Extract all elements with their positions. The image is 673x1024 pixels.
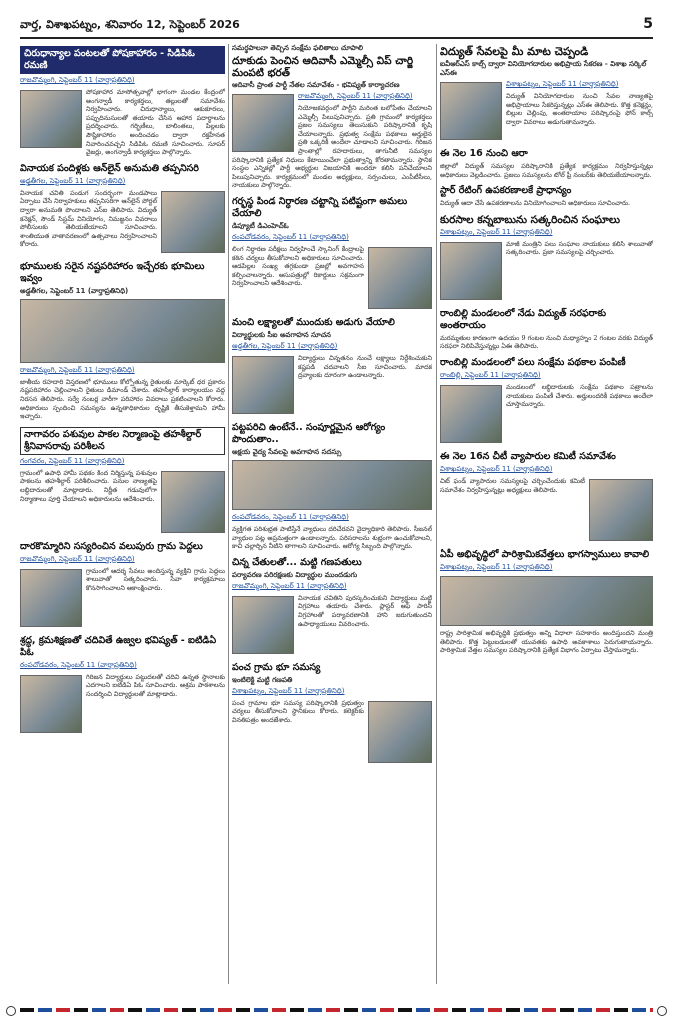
story-headline: దూకుడు పెంచిన ఆదివాసీ ఎమ్మెల్సీ విప్ చార్జి మంపటి భరత్: [232, 55, 414, 79]
story-subhead: అక్షయ వైద్య సేవలపై అవగాహన సదస్సు: [232, 447, 342, 456]
page-number: 5: [643, 16, 653, 32]
story-dateline: రాజవొమ్మంగి, సెప్టెంబర్ 11 (వార్తాప్రతినిధి): [20, 365, 135, 374]
story-headline: భూములకు సరైన నష్టపరిహారం ఇచ్చేరకు భూమిలు ఇవ్వం: [20, 260, 205, 284]
masthead: [20, 16, 653, 36]
story-body: చిట్ ఫండ్ వ్యాపారుల సమస్యలపై చర్చించేందుకు కమిటీ సమావేశం నిర్వహిస్తున్నట్లు అధ్యక్షులు తెలిపారు.: [440, 476, 585, 494]
news-story: [20, 46, 225, 157]
story-body: మరమ్మతుల కారణంగా ఉదయం 9 గంటల నుంచి మధ్యాహ్నం 2 గంటల వరకు విద్యుత్ సరఫరా నిలిపివేస్తున్నట్లు ఏఈ తెలిపారు.: [440, 333, 653, 351]
story-body: గ్రామంలో ఆదర్శ సేవలు అందిస్తున్న వ్యక్తిని గ్రామ పెద్దలు శాలువాతో సత్కరించారు. సేవా కార్యక్రమాలు కొనసాగించాలని ఆకాంక్షించారు.: [86, 566, 225, 592]
news-story: [20, 635, 225, 699]
column-divider: [436, 44, 437, 984]
story-headline: దారకొమ్మారిని సస్యరించిన వలుపురు గ్రామ పెద్దలు: [20, 540, 203, 552]
story-headline: నాగావరం పశువుల పాకల నిర్మాణంపై తహశీల్దార్ శ్రీనివాసరావు పరిశీలన: [20, 427, 225, 455]
news-story: [440, 549, 653, 655]
story-headline: చిరుధాన్యాల పంటలతో పోషకాహారం - సిడిపిఓ రమణి: [20, 46, 225, 74]
story-dateline: విశాఖపట్నం, సెప్టెంబర్ 11 (వార్తాప్రతినిధి): [506, 80, 619, 88]
story-body: విద్యార్థులు చిన్నతనం నుంచే లక్ష్యాలు నిర్దేశించుకుని కష్టపడి చదవాలని సీఐ సూచించారు. మాదక ద్రవ్యాలకు దూరంగా ఉండాలన్నారు.: [298, 353, 432, 380]
story-dateline: విశాఖపట్నం, సెప్టెంబర్ 11 (వార్తాప్రతినిధి): [232, 686, 345, 695]
story-body: వ్యక్తిగత పరిశుభ్రత పాటిస్తేనే వ్యాధులు దరిచేరవని వైద్యాధికారి తెలిపారు. సీజనల్ వ్యాధుల పట్ల అప్రమత్తంగా ఉండాలన్నారు. పరిసరాలను శుభ్రంగా ఉంచుకోవాలని, కాచి చల్లార్చిన నీటిని తాగాలని సూచించారు. ఆరోగ్య సిబ్బంది పాల్గొన్నారు.: [232, 524, 432, 551]
story-subhead: పర్యావరణ పరిరక్షణకు విద్యార్థుల ముందడుగు: [232, 570, 358, 579]
story-photo: [232, 356, 294, 414]
news-story: [440, 185, 653, 208]
story-subhead: ఇంటిలెక్టి మట్టి గణపతి: [232, 675, 293, 684]
story-dateline: విశాఖపట్నం, సెప్టెంబర్ 11 (వార్తాప్రతినిధి): [440, 562, 553, 571]
news-story: [232, 196, 432, 311]
story-headline: పట్టపరిచి ఉంటేనే.. సంపూర్ణమైన ఆరోగ్యం పొందుతాం..: [232, 421, 386, 445]
news-story: [232, 422, 432, 551]
story-body: లింగ నిర్ధారణ పరీక్షలు నిర్వహించే స్కానింగ్ కేంద్రాలపై కఠిన చర్యలు తీసుకోవాలని అధికారులు సూచించారు. ఆడపిల్లల సంఖ్య తగ్గకుండా ప్రజల్లో అవగాహన కల్పించాలన్నారు. ఆసుపత్రుల్లో రికార్డులు సక్రమంగా నిర్వహించాలని ఆదేశించారు.: [232, 244, 364, 288]
story-dateline: గంగవరం, సెప్టెంబర్ 11 (వార్తాప్రతినిధి): [20, 456, 125, 465]
color-bar: [20, 1008, 653, 1012]
news-story: [440, 357, 653, 445]
news-story: [20, 261, 225, 421]
story-body: విద్యుత్ ఆదా చేసే ఉపకరణాలను వినియోగించాలని అధికారులు సూచించారు.: [440, 199, 631, 208]
story-photo: [20, 90, 82, 148]
story-body: వినాయక చవితి పండుగ సందర్భంగా మండపాలు ఏర్పాటు చేసే నిర్వాహకులు తప్పనిసరిగా ఆన్‌లైన్ పోర్టల్ ద్వారా అనుమతి పొందాలని ఎస్ఐ తెలిపారు. విద్యుత్ కనెక్షన్, సౌండ్ సిస్టమ్ వినియోగం, నిమజ్జనం వివరాలు పోలీసులకు తెలియజేయాలని సూచించారు. శాంతియుత వాతావరణంలో ఉత్సవాలు నిర్వహించాలని కోరారు.: [20, 188, 157, 249]
story-photo: [161, 471, 225, 533]
news-story: [232, 662, 432, 725]
story-photo: [232, 460, 432, 510]
story-dateline: రాజవొమ్మంగి, సెప్టెంబర్ 11 (వార్తాప్రతినిధి): [232, 581, 347, 590]
print-registration-strip: [0, 1000, 673, 1018]
story-dateline: విశాఖపట్నం, సెప్టెంబర్ 11 (వార్తాప్రతినిధి): [440, 227, 553, 236]
story-headline: పంచ గ్రామ భూ సమస్య: [232, 661, 321, 673]
story-photo: [20, 569, 82, 627]
story-photo: [20, 675, 82, 733]
story-subhead: డిప్యూటీ డిఎంహెచ్ఓ: [232, 221, 289, 230]
news-story: [440, 214, 653, 302]
story-dateline: రాజవొమ్మంగి, సెప్టెంబర్ 11 (వార్తాప్రతినిధి): [20, 554, 135, 563]
story-headline: ఈ నెల 16న చీటీ వ్యాపారుల కమిటీ సమావేశం: [440, 450, 616, 462]
story-dateline: రాంబిల్లి, సెప్టెంబర్ 11 (వార్తాప్రతినిధి): [440, 370, 541, 379]
column-right: [440, 44, 653, 984]
story-photo: [589, 479, 653, 541]
story-body: గిరిజన విద్యార్థులు పట్టుదలతో చదివి ఉన్నత స్థానాలకు ఎదగాలని ఐటిడిఏ పిఓ సూచించారు. ఆశ్రమ పాఠశాలను సందర్శించి విద్యార్థులతో మాట్లాడారు.: [86, 672, 225, 698]
header-rule: [20, 37, 653, 39]
news-story: [440, 308, 653, 351]
story-headline: వినాయక పందిళ్లకు ఆన్‌లైన్ అనుమతి తప్పనిసరి: [20, 162, 199, 174]
story-body: నియోజకవర్గంలో పార్టీని మరింత బలోపేతం చేయాలని ఎమ్మెల్సీ పిలుపునిచ్చారు. ప్రతి గ్రామంలో కార్యకర్తలు ప్రజల సమస్యలు తెలుసుకుని పరిష్కారానికి కృషి చేయాలన్నారు. ప్రభుత్వ సంక్షేమ పథకాలు అర్హులైన ప్రతి ఒక్కరికీ అందేలా చూడాలని సూచించారు. గిరిజన ప్రాంతాల్లో రహదారులు, తాగునీటి సమస్యల పరిష్కారానికి ప్రత్యేక నిధులు కేటాయించేలా ప్రభుత్వాన్ని కోరతామన్నారు. స్థానిక సంస్థల ఎన్నికల్లో పార్టీ అభ్యర్థుల విజయానికి అందరూ కలిసి పనిచేయాలని పిలుపునిచ్చారు. కార్యక్రమంలో మండల అధ్యక్షులు, సర్పంచులు, ఎంపీటీసీలు, నాయకులు పాల్గొన్నారు.: [232, 104, 432, 190]
news-story: [232, 557, 432, 656]
news-story: [20, 541, 225, 629]
news-story: [232, 317, 432, 416]
story-headline: శ్రద్ధ, క్రమశిక్షణతో చదివితే ఉజ్వల భవిష్యత్ - ఐటిడిఏ పిఓ: [20, 634, 217, 658]
story-body: రాష్ట్ర పారిశ్రామిక అభివృద్ధికి ప్రభుత్వం అన్ని విధాలా సహకారం అందిస్తుందని మంత్రి తెలిపారు. కొత్త పెట్టుబడులతో యువతకు ఉపాధి అవకాశాలు పెరుగుతాయన్నారు. పారిశ్రామిక వేత్తల సమస్యల పరిష్కారానికి ప్రత్యేక విభాగం ఏర్పాటు చేస్తామన్నారు.: [440, 628, 653, 655]
issue-dateline: వార్త, విశాఖపట్నం, శనివారం 12, సెప్టెంబర్ 2026: [20, 18, 240, 31]
story-subhead: ఐవీఆర్ఎస్ కాల్స్ ద్వారా వినియోగదారుల అభిప్రాయ సేకరణ - విశాఖ సర్కిల్ ఎస్ఈ: [440, 60, 647, 77]
story-photo: [440, 576, 653, 626]
story-body: పంచ గ్రామాల భూ సమస్య పరిష్కారానికి ప్రభుత్వం చర్యలు తీసుకోవాలని స్థానికులు కోరారు. కలెక్టర్‌కు వినతిపత్రం అందజేశారు.: [232, 698, 364, 724]
news-story: [440, 451, 653, 543]
story-headline: కురసాల కన్నబాబును సత్కరించిన సంఘాలు: [440, 213, 620, 226]
story-headline: స్టార్ రేటింగ్ ఉపకరణాలకే ప్రాధాన్యం: [440, 185, 572, 197]
story-headline: రాంబిల్లి మండలంలో పలు సంక్షేమ పథకాల పంపిణీ: [440, 356, 626, 368]
registration-mark: [657, 1006, 667, 1016]
story-body: విద్యుత్ వినియోగదారుల నుంచి సేవల నాణ్యతపై అభిప్రాయాలు సేకరిస్తున్నట్లు ఎస్ఈ తెలిపారు. కొత్త కనెక్షన్లు, బిల్లుల చెల్లింపు, అంతరాయాల పరిష్కారంపై ఫోన్ కాల్స్ ద్వారా వివరాలు అడుగుతామన్నారు.: [506, 92, 653, 126]
registration-mark: [6, 1006, 16, 1016]
story-dateline: అడ్డతీగల, సెప్టెంబర్ 11 (వార్తాప్రతినిధి): [232, 341, 338, 350]
story-body: మాజీ మంత్రిని పలు సంఘాల నాయకులు కలిసి శాలువాతో సత్కరించారు. ప్రజా సమస్యలపై చర్చించారు.: [506, 239, 653, 257]
news-story: [20, 163, 225, 255]
column-middle: [232, 44, 432, 984]
story-photo: [161, 191, 225, 253]
story-dateline: రాజవొమ్మంగి, సెప్టెంబర్ 11 (వార్తాప్రతినిధి): [20, 76, 135, 84]
story-headline: ఏపీ అభివృద్ధిలో పారిశ్రామికవేత్తలు భాగస్వాములు కావాలి: [440, 548, 650, 560]
story-body: పోషకాహార మాసోత్సవాల్లో భాగంగా మండల కేంద్రంలో అంగన్వాడీ కార్యకర్తలు, తల్లులతో సమావేశం నిర్వహించారు. చిరుధాన్యాలు, ఆకుకూరలు, పప్పుదినుసులతో తయారు చేసిన ఆహార పదార్థాలను ప్రదర్శించారు. గర్భిణీలు, బాలింతలు, పిల్లలకు పౌష్టికాహారం అందించడం ద్వారా రక్తహీనత నివారించవచ్చని సిడిపిఓ రమణి సూచించారు. సూపర్ వైజర్లు, అంగన్వాడీ కార్యకర్తలు పాల్గొన్నారు.: [86, 88, 225, 157]
story-subhead: ఆదివాసీ ప్రాంత పార్టీ నేతల సమావేశం - భవిష్యత్ కార్యాచరణ: [232, 81, 400, 89]
story-dateline: రంపచోడవరం, సెప్టెంబర్ 11 (వార్తాప్రతినిధి): [20, 660, 137, 669]
story-subhead: విద్యార్థులకు సీఐ అవగాహన సూచన: [232, 330, 331, 339]
story-headline: గర్భస్థ పిండ నిర్ధారణ చట్టాన్ని పటిష్టంగా అమలు చేయాలి: [232, 195, 408, 219]
news-story: [440, 46, 653, 142]
story-headline: రాంబిల్లి మండలంలో నేడు విద్యుత్ సరఫరాకు అంతరాయం: [440, 307, 606, 331]
story-headline: చిన్న చేతులతో... మట్టి గణపతులు: [232, 556, 362, 568]
story-dateline: విశాఖపట్నం, సెప్టెంబర్ 11 (వార్తాప్రతినిధి): [440, 464, 553, 473]
story-subhead: అడ్డతీగల, సెప్టెంబర్ 11 (వార్తాప్రతినిధి): [20, 286, 129, 295]
story-photo: [368, 701, 432, 763]
story-photo: [368, 247, 432, 309]
story-headline: విద్యుత్ సేవలపై మీ మాట చెప్పండి: [440, 45, 589, 58]
story-body: వినాయక చవితిని పురస్కరించుకుని విద్యార్థులు మట్టి విగ్రహాలు తయారు చేశారు. ప్లాస్టర్ ఆఫ్ పారిస్ విగ్రహాలతో పర్యావరణానికి హాని జరుగుతుందని ఉపాధ్యాయులు వివరించారు.: [298, 593, 432, 628]
column-left: [20, 44, 225, 984]
story-photo: [440, 82, 502, 140]
story-body: గ్రామంలో ఉపాధి హామీ పథకం కింద నిర్మిస్తున్న పశువుల పాకలను తహశీల్దార్ పరిశీలించారు. పనుల నాణ్యతపై లబ్ధిదారులతో మాట్లాడారు. నిర్ణీత గడువులోగా నిర్మాణాలు పూర్తి చేయాలని అధికారులను ఆదేశించారు.: [20, 468, 157, 503]
story-dateline: రంపచోడవరం, సెప్టెంబర్ 11 (వార్తాప్రతినిధి): [232, 512, 349, 521]
story-photo: [232, 596, 294, 654]
story-headline: ఈ నెల 16 నుంచి ఆరా: [440, 148, 528, 159]
story-body: జాతీయ రహదారి విస్తరణలో భూములు కోల్పోతున్న రైతులకు మార్కెట్ ధర ప్రకారం నష్టపరిహారం చెల్లించాలని రైతులు డిమాండ్ చేశారు. తహసీల్దార్ కార్యాలయం వద్ద నిరసన తెలిపారు. సర్వే నంబర్ల వారీగా పరిహారం వివరాలు ప్రకటించాలని కోరారు. అధికారులు స్పందించి సమస్యను ఉన్నతాధికారుల దృష్టికి తీసుకెళ్తామని హామీ ఇచ్చారు.: [20, 377, 225, 421]
news-story: [20, 427, 225, 535]
story-body: జిల్లాలో విద్యుత్ సమస్యల పరిష్కారానికి ప్రత్యేక కార్యక్రమం నిర్వహిస్తున్నట్లు అధికారులు వెల్లడించారు. ప్రజలు సమస్యలను టోల్ ఫ్రీ నంబర్‌కు తెలియజేయాలన్నారు.: [440, 162, 653, 179]
story-dateline: రంపచోడవరం, సెప్టెంబర్ 11 (వార్తాప్రతినిధి): [232, 232, 349, 241]
column-divider: [228, 44, 229, 984]
story-dateline: రాజవొమ్మంగి, సెప్టెంబర్ 11 (వార్తాప్రతినిధి): [298, 92, 413, 100]
story-kicker: సమర్థపాలనా తెచ్చిన సంక్షేమ ఫలితాలు చూపాలి: [232, 44, 363, 52]
news-story: [232, 44, 432, 190]
story-body: మండలంలో లబ్ధిదారులకు సంక్షేమ పథకాల పత్రాలను నాయకులు పంపిణీ చేశారు. అర్హులందరికీ పథకాలు అందేలా చూస్తామన్నారు.: [506, 382, 653, 409]
story-dateline: అడ్డతీగల, సెప్టెంబర్ 11 (వార్తాప్రతినిధి): [20, 176, 126, 185]
story-photo: [20, 299, 225, 363]
story-photo: [440, 242, 502, 300]
story-headline: మంచి లక్ష్యాలతో ముందుకు అడుగు వేయాలి: [232, 316, 395, 328]
story-photo: [232, 94, 294, 152]
news-story: [440, 148, 653, 179]
story-photo: [440, 385, 502, 443]
